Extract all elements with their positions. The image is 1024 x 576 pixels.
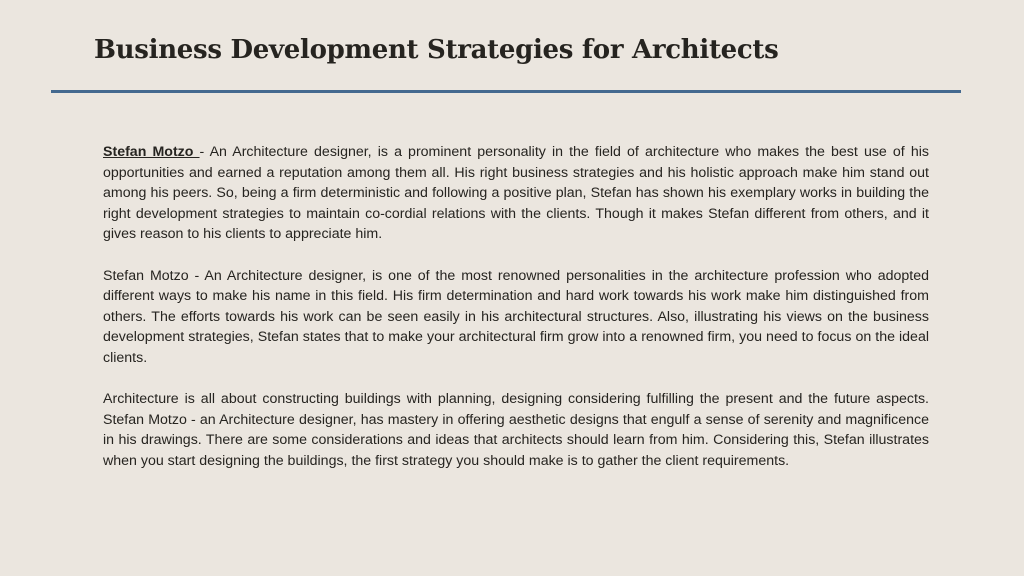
paragraph-2: Stefan Motzo - An Architecture designer, is one of the most renowned personalities in the architecture profession who adopted different ways to make his name in this field. His firm determination and hard work towards his work make him distinguished from others. The efforts towards his work can be seen easily in his architectural structures. Also, illustrating his views on the business development strategies, Stefan states that to make your architectural firm grow into a renowned firm, you need to focus on the ideal clients. — [103, 267, 929, 366]
paragraph-3: Architecture is all about constructing buildings with planning, designing considering fulfilling the present and the future aspects. Stefan Motzo - an Architecture designer, has mastery in offering aesthetic designs that engulf a sense of serenity and magnificence in his drawings. There are some considerations and ideas that architects should learn from him. Considering this, Stefan illustrates when you start designing the buildings, the first strategy you should make is to gather the client requirements. — [103, 391, 929, 469]
slide-title: Business Development Strategies for Architects — [94, 35, 779, 65]
stefan-motzo-link[interactable]: Stefan Motzo — [103, 144, 200, 160]
paragraph-1-text: - An Architecture designer, is a prominent personality in the field of architecture who makes the best use of his opportunities and earned a reputation among them all. His right business strategies and his holistic approach make him stand out among his peers. So, being a firm deterministic and following a positive plan, Stefan has shown his exemplary works in building the right development strategies to maintain co-cordial relations with the clients. Though it makes Stefan different from others, and it gives reason to his clients to appreciate him. — [103, 144, 929, 243]
title-divider — [51, 90, 961, 93]
slide-body — [103, 142, 929, 492]
paragraph-1 — [103, 142, 929, 245]
